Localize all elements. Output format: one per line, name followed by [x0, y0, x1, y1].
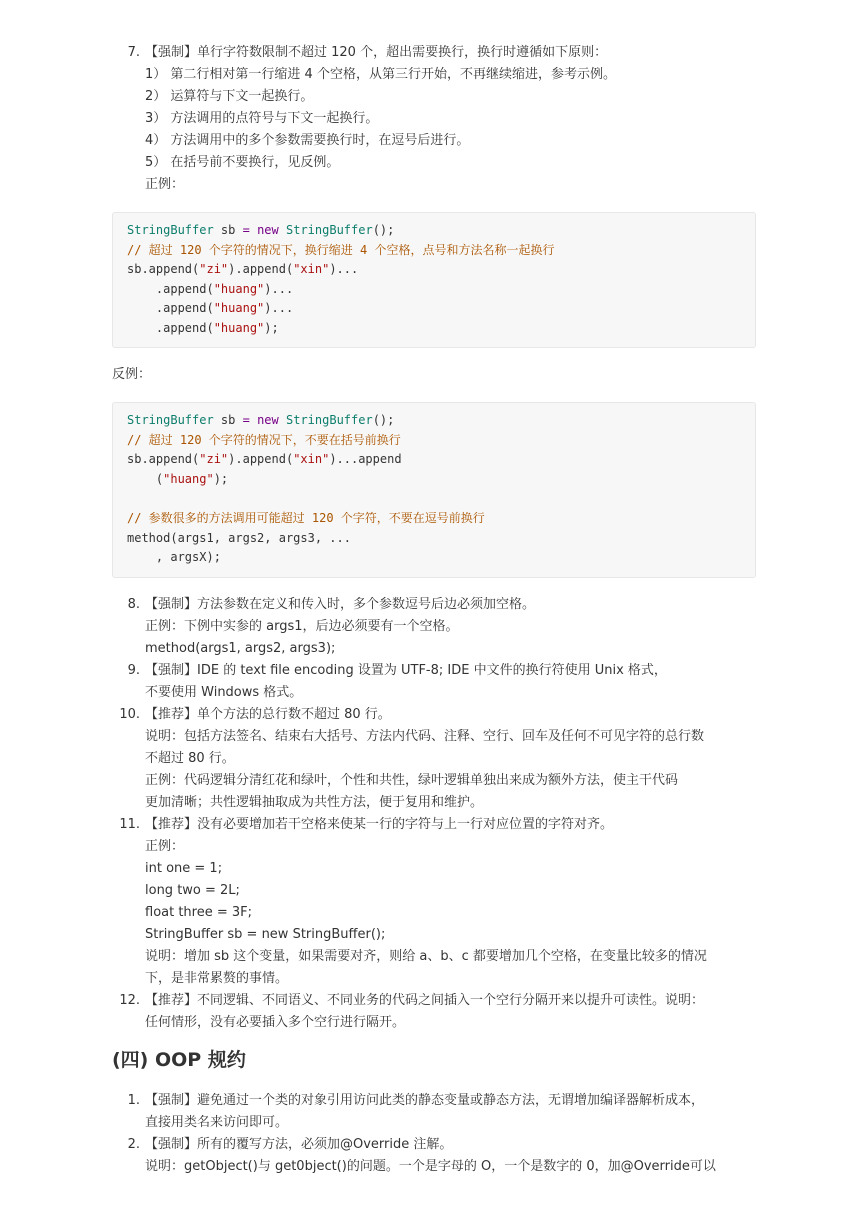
list-number: 10. [119, 707, 140, 722]
rule-text: 【强制】所有的覆写方法，必须加@Override 注解。 [145, 1137, 453, 1152]
code-block-negative [112, 402, 756, 578]
rule-text: 直接用类名来访问即可。 [145, 1115, 289, 1130]
sub-rule: 5） 在括号前不要换行，见反例。 [145, 155, 340, 170]
code-token: )... [329, 262, 359, 277]
code-string: "xin" [293, 452, 330, 467]
code-token: ); [213, 471, 229, 486]
code-token: , argsX); [127, 550, 221, 565]
list-number: 11. [119, 817, 140, 832]
rule-text: 说明：包括方法签名、结束右大括号、方法内代码、注释、空行、回车及任何不可见字符的总行数 [145, 729, 705, 744]
code-string: "huang" [213, 281, 265, 296]
code-token: sb [213, 223, 243, 237]
code-token: new [257, 223, 279, 237]
code-token: (); [372, 223, 395, 237]
list-number: 1. [127, 1093, 140, 1108]
rule-text: 【强制】避免通过一个类的对象引用访问此类的静态变量或静态方法，无谓增加编译器解析成本， [145, 1093, 705, 1108]
code-token [279, 413, 286, 427]
code-token: )... [264, 301, 294, 316]
code-token: .append( [127, 281, 214, 296]
code-token: sb.append( [127, 452, 200, 467]
rule-text: 不超过 80 行。 [145, 751, 235, 766]
rule-text: int one = 1; [145, 861, 223, 876]
rule-text: method(args1, args2, args3); [145, 641, 336, 656]
code-comment: // 超过 120 个字符的情况下，换行缩进 4 个空格，点号和方法名称一起换行 [127, 242, 555, 257]
code-token: )... [264, 281, 294, 296]
code-token: = [242, 413, 250, 427]
sub-rule: 4） 方法调用中的多个参数需要换行时，在逗号后进行。 [145, 133, 470, 148]
rule-text: long two = 2L; [145, 883, 240, 898]
rule-text: 【强制】方法参数在定义和传入时，多个参数逗号后边必须加空格。 [145, 597, 536, 612]
rule-text: float three = 3F; [145, 905, 253, 920]
code-token: StringBuffer [127, 223, 214, 237]
code-comment: // 参数很多的方法调用可能超过 120 个字符，不要在逗号前换行 [127, 510, 485, 525]
code-token: StringBuffer [286, 413, 373, 427]
rule-text: 【强制】IDE 的 text file encoding 设置为 UTF-8; IDE 中文件的换行符使用 Unix 格式， [145, 663, 667, 678]
code-token: StringBuffer [127, 413, 214, 427]
code-token: = [242, 223, 250, 237]
code-token: ).append( [228, 262, 294, 277]
code-block-positive [112, 212, 756, 348]
code-string: "huang" [213, 301, 265, 316]
rule-text: 正例： [145, 839, 185, 854]
code-string: "zi" [199, 262, 229, 277]
rule-text: 说明：getObject()与 get0bject()的问题。一个是字母的 O，一个是数字的 0，加@Override可以 [145, 1159, 716, 1174]
code-token [250, 223, 257, 237]
code-string: "huang" [163, 471, 214, 486]
section-heading: (四) OOP 规约 [112, 1049, 246, 1071]
rule-text: 正例：下例中实参的 args1，后边必须要有一个空格。 [145, 619, 459, 634]
list-number: 9. [127, 663, 140, 678]
code-token [250, 413, 257, 427]
sub-rule: 3） 方法调用的点符号与下文一起换行。 [145, 111, 379, 126]
code-token: sb.append( [127, 262, 200, 277]
code-token: ); [264, 320, 279, 335]
rule-text: 任何情形，没有必要插入多个空行进行隔开。 [145, 1015, 406, 1030]
list-number: 8. [127, 597, 140, 612]
sub-rule: 1） 第二行相对第一行缩进 4 个空格，从第三行开始，不再继续缩进，参考示例。 [145, 67, 616, 82]
rule-text: 【推荐】不同逻辑、不同语义、不同业务的代码之间插入一个空行分隔开来以提升可读性。说明： [145, 993, 705, 1008]
rule-text: 不要使用 Windows 格式。 [145, 685, 303, 700]
rule-text: 【推荐】单个方法的总行数不超过 80 行。 [145, 707, 391, 722]
positive-example-label: 正例： [145, 177, 185, 192]
rule-text: 下，是非常累赘的事情。 [145, 971, 289, 986]
code-comment: // 超过 120 个字符的情况下，不要在括号前换行 [127, 432, 401, 447]
rule-text: 说明：增加 sb 这个变量，如果需要对齐，则给 a、b、c 都要增加几个空格，在变量比较多的情况 [145, 949, 707, 964]
code-token: method(args1, args2, args3, ... [127, 530, 351, 545]
code-token: .append( [127, 301, 214, 316]
rule-text: 正例：代码逻辑分清红花和绿叶，个性和共性，绿叶逻辑单独出来成为额外方法，使主干代码 [145, 773, 679, 788]
code-token: StringBuffer [286, 223, 373, 237]
code-token: sb [213, 413, 243, 427]
code-token [279, 223, 286, 237]
list-number: 7. [127, 45, 140, 60]
sub-rule: 2） 运算符与下文一起换行。 [145, 89, 314, 104]
code-token: )...append [329, 452, 402, 467]
rule-text: StringBuffer sb = new StringBuffer(); [145, 927, 386, 942]
code-string: "xin" [293, 262, 330, 277]
rule-text: 更加清晰；共性逻辑抽取成为共性方法，便于复用和维护。 [145, 795, 484, 810]
code-token: new [257, 413, 279, 427]
list-number: 2. [127, 1137, 140, 1152]
code-string: "huang" [213, 320, 265, 335]
code-token: ( [127, 471, 164, 486]
rule-text: 【强制】单行字符数限制不超过 120 个，超出需要换行，换行时遵循如下原则： [145, 45, 608, 60]
rule-text: 【推荐】没有必要增加若干空格来使某一行的字符与上一行对应位置的字符对齐。 [145, 817, 614, 832]
code-token: ).append( [228, 452, 294, 467]
code-token: (); [372, 413, 395, 427]
code-string: "zi" [199, 452, 229, 467]
negative-example-label: 反例： [112, 367, 152, 382]
code-token: .append( [127, 320, 214, 335]
list-number: 12. [119, 993, 140, 1008]
